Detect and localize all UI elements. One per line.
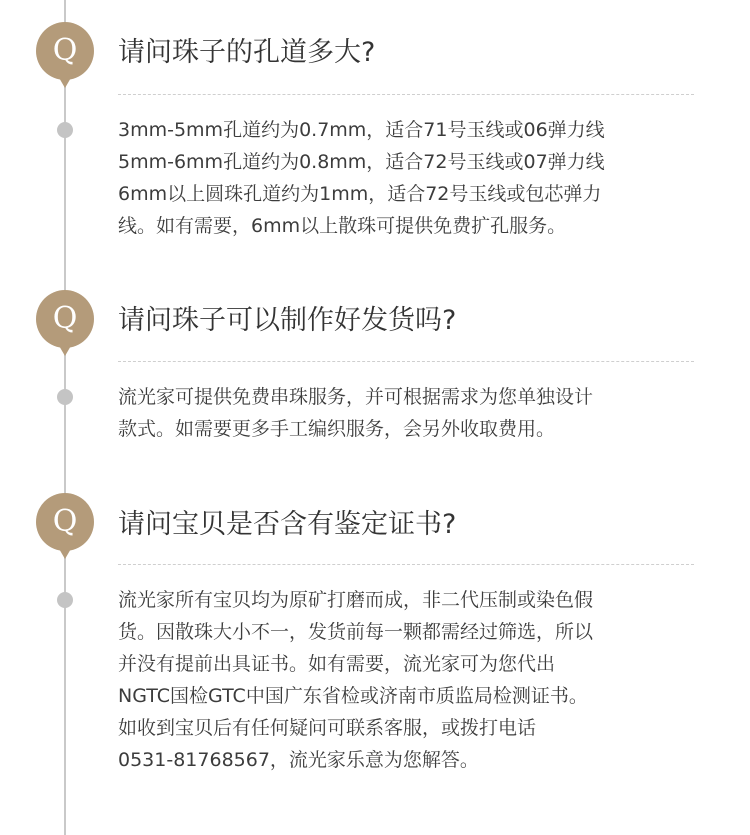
question-title: 请问宝贝是否含有鉴定证书? (118, 509, 457, 540)
answer-line: 流光家可提供免费串珠服务，并可根据需求为您单独设计 (118, 386, 594, 408)
question-title: 请问珠子的孔道多大? (118, 37, 376, 68)
q-badge: Q (36, 22, 94, 80)
dashed-divider (118, 564, 694, 565)
answer-line: 如收到宝贝后有任何疑问可联系客服，或拨打电话 (118, 717, 537, 739)
answer-line: 款式。如需要更多手工编织服务，会另外收取费用。 (118, 418, 556, 440)
answer-line: 并没有提前出具证书。如有需要，流光家可为您代出 (118, 653, 556, 675)
answer-line: 6mm以上圆珠孔道约为1mm，适合72号玉线或包芯弹力 (118, 183, 602, 205)
answer-line: 货。因散珠大小不一，发货前每一颗都需经过筛选，所以 (118, 621, 594, 643)
answer-line: 流光家所有宝贝均为原矿打磨而成，非二代压制或染色假 (118, 589, 594, 611)
question-title: 请问珠子可以制作好发货吗? (118, 305, 457, 336)
answer-line: 0531-81768567，流光家乐意为您解答。 (118, 749, 479, 771)
timeline-dot (57, 389, 73, 405)
q-badge: Q (36, 493, 94, 551)
answer-line: 5mm-6mm孔道约为0.8mm，适合72号玉线或07弹力线 (118, 151, 605, 173)
dashed-divider (118, 361, 694, 362)
answer-line: 3mm-5mm孔道约为0.7mm，适合71号玉线或06弹力线 (118, 119, 605, 141)
answer-line: NGTC国检GTC中国广东省检或济南市质监局检测证书。 (118, 685, 588, 707)
answer-line: 线。如有需要，6mm以上散珠可提供免费扩孔服务。 (118, 215, 567, 237)
timeline-dot (57, 592, 73, 608)
timeline-dot (57, 122, 73, 138)
q-badge: Q (36, 290, 94, 348)
dashed-divider (118, 94, 694, 95)
